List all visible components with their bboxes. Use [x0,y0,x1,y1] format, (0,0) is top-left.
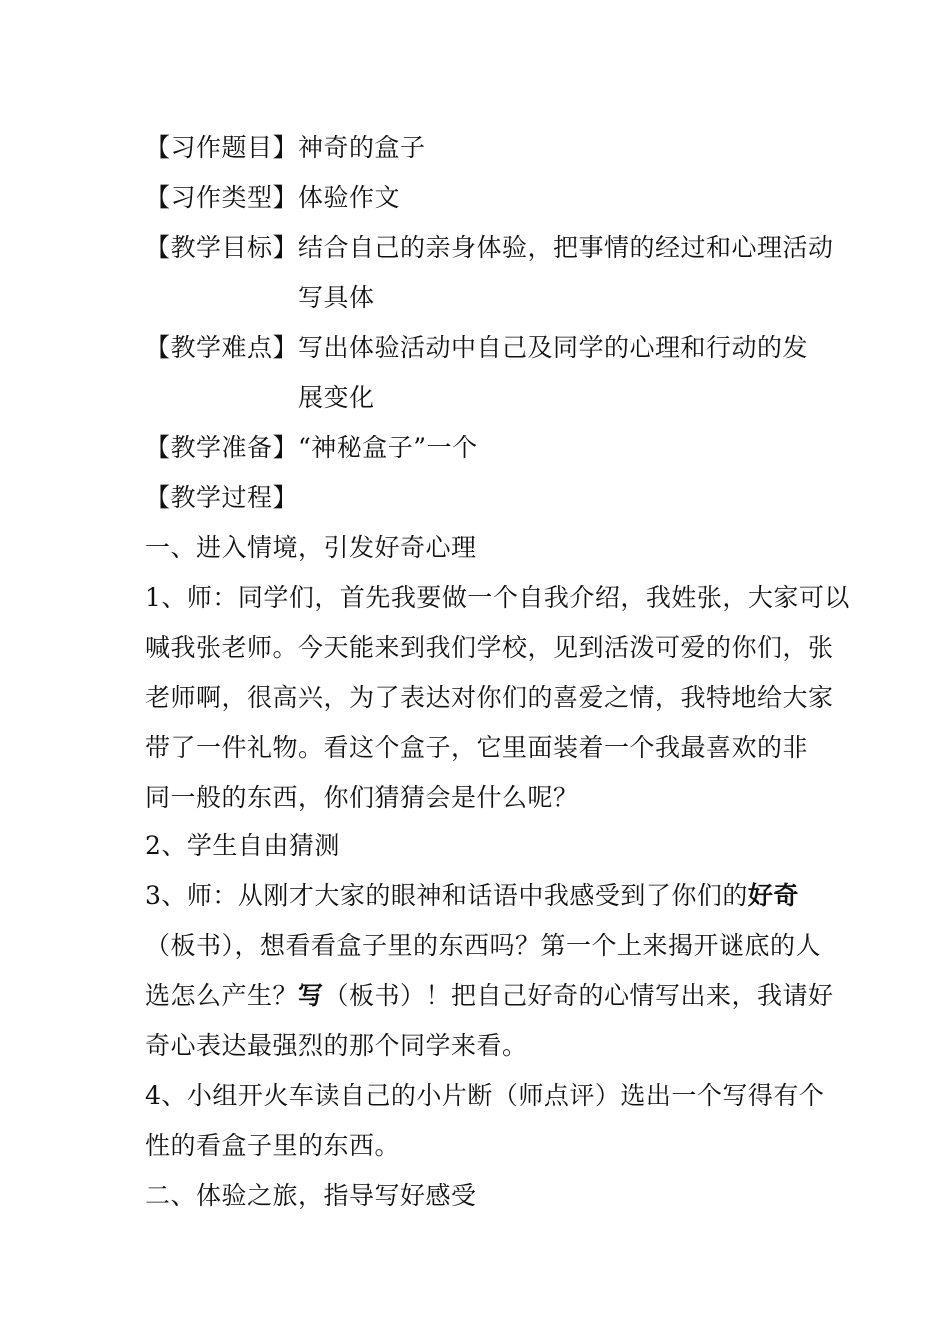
field-label: 【教学难点】 [145,333,299,362]
field-goal-continuation: 写具体 [298,283,375,312]
field-type [145,182,815,214]
paragraph-line: 1、师：同学们，首先我要做一个自我介绍，我姓张，大家可以 [145,583,850,612]
field-value: 体验作文 [298,183,401,212]
text-segment: 选怎么产生？ [145,981,299,1010]
paragraph-line [145,980,834,1012]
field-value: 写出体验活动中自己及同学的心理和行动的发 [298,333,809,362]
section-heading: 一、进入情境，引发好奇心理 [145,533,477,562]
paragraph-line: （板书），想看看盒子里的东西吗？第一个上来揭开谜底的人 [145,931,822,960]
bold-text: 好奇 [747,881,799,910]
field-prep [145,432,815,464]
section-heading: 二、体验之旅，指导写好感受 [145,1181,477,1210]
field-difficulty [145,332,815,364]
paragraph-line: 4、小组开火车读自己的小片断（师点评）选出一个写得有个 [145,1081,825,1110]
field-label: 【习作题目】 [145,133,299,162]
text-segment: （板书）！把自己好奇的心情写出来，我请好 [323,981,834,1010]
text-segment: 3、师：从刚才大家的眼神和话语中我感受到了你们的 [145,881,748,910]
field-label: 【教学过程】 [145,483,299,512]
field-value: 结合自己的亲身体验，把事情的经过和心理活动 [298,233,834,262]
paragraph-line: 老师啊，很高兴，为了表达对你们的喜爱之情，我特地给大家 [145,683,834,712]
paragraph-line: 奇心表达最强烈的那个同学来看。 [145,1031,528,1060]
paragraph-line: 性的看盒子里的东西。 [145,1131,401,1160]
field-label: 【教学准备】 [145,433,299,462]
field-process [145,482,815,514]
paragraph-line: 喊我张老师。今天能来到我们学校，见到活泼可爱的你们，张 [145,633,834,662]
field-value: “神秘盒子”一个 [298,433,478,462]
bold-text: 写 [298,981,324,1010]
field-value: 神奇的盒子 [298,133,426,162]
paragraph-line: 带了一件礼物。看这个盒子，它里面装着一个我最喜欢的非 [145,733,809,762]
field-label: 【教学目标】 [145,233,299,262]
field-difficulty-continuation: 展变化 [298,383,375,412]
field-label: 【习作类型】 [145,183,299,212]
paragraph-line: 2、学生自由猜测 [145,831,340,860]
paragraph-line: 同一般的东西，你们猜猜会是什么呢？ [145,783,579,812]
field-goal [145,232,834,264]
field-topic [145,132,815,164]
paragraph-line [145,880,815,912]
